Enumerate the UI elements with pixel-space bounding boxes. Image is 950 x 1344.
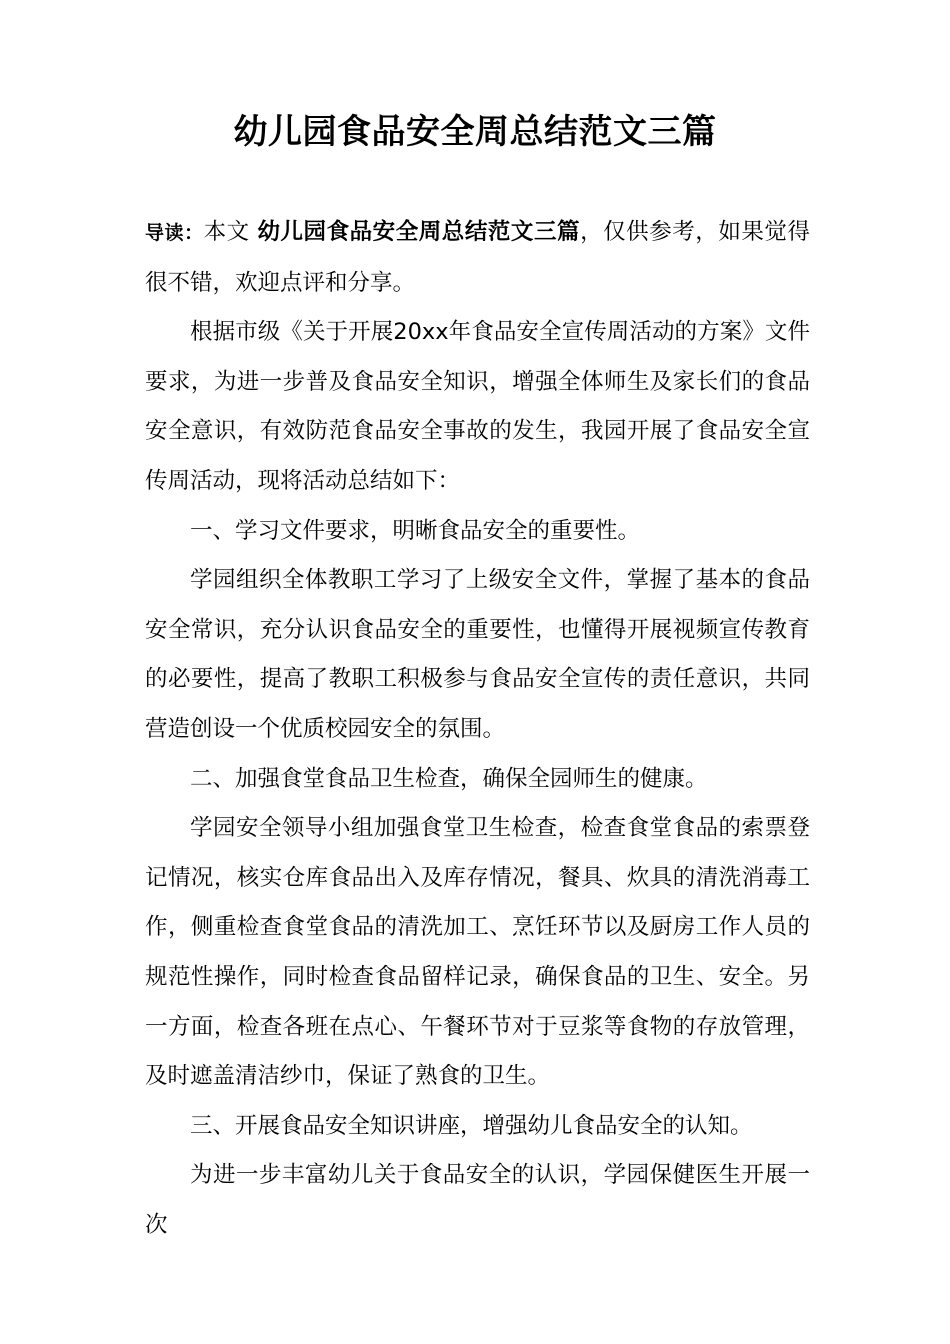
section-heading-1: 一、学习文件要求，明晰食品安全的重要性。 [190,517,641,544]
paragraph-section-3: 为进一步丰富幼儿关于食品安全的认识，学园保健医生开展一次 [145,1162,810,1238]
document-title: 幼儿园食品安全周总结范文三篇 [233,112,717,152]
paragraph-section-1: 学园组织全体教职工学习了上级安全文件，掌握了基本的食品安全常识，充分认识食品安全的重要性，也懂得开展视频宣传教育的必要性，提高了教职工积极参与食品安全宣传的责任意识，共同营造创设一个优质校园安全的氛围。 [145,567,810,742]
intro-paragraph [145,208,810,308]
section-heading-2: 二、加强食堂食品卫生检查，确保全园师生的健康。 [190,765,708,792]
section-heading-3: 三、开展食品安全知识讲座，增强幼儿食品安全的认知。 [190,1112,753,1139]
intro-prefix: 本文 [203,219,258,245]
intro-doc-title: 幼儿园食品安全周总结范文三篇 [257,219,581,245]
paragraph-section-2: 学园安全领导小组加强食堂卫生检查，检查食堂食品的索票登记情况，核实仓库食品出入及库存情况，餐具、炊具的清洗消毒工作，侧重检查食堂食品的清洗加工、烹饪环节以及厨房工作人员的规范性操作，同时检查食品留样记录，确保食品的卫生、安全。另一方面，检查各班在点心、午餐环节对于豆浆等食物的存放管理，及时遮盖清洁纱巾，保证了熟食的卫生。 [145,815,810,1090]
intro-suffix: ，仅供参考，如果觉得很不错，欢迎点评和分享。 [145,219,810,296]
document-body [145,208,810,1250]
intro-label: 导读： [145,222,204,244]
paragraph-intro-context: 根据市级《关于开展20xx年食品安全宣传周活动的方案》文件要求，为进一步普及食品安全知识，增强全体师生及家长们的食品安全意识，有效防范食品安全事故的发生，我园开展了食品安全宣传周活动，现将活动总结如下： [145,319,810,494]
